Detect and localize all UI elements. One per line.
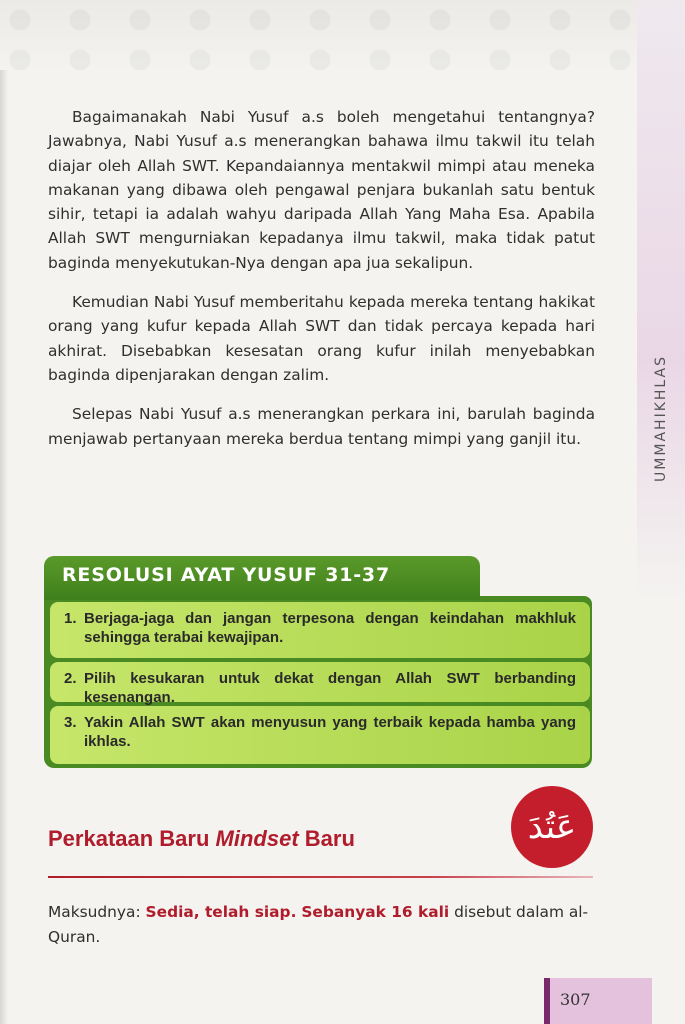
page-edge [0, 0, 8, 1024]
meaning-label: Maksudnya: [48, 903, 146, 921]
title-part: Baru [298, 826, 355, 851]
resolusi-item [50, 602, 590, 658]
resolusi-item-number: 1. [64, 610, 77, 627]
paragraph: Bagaimanakah Nabi Yusuf a.s boleh mengetahui tentangnya? Jawabnya, Nabi Yusuf a.s menerangkan bahawa ilmu takwil itu telah diajar oleh Allah SWT. Kepandaiannya mentakwil mimpi atau meneka makanan yang dibawa oleh pengawal penjara bukanlah satu bentuk sihir, tetapi ia adalah wahyu daripada Allah Yang Maha Esa. Apabila Allah SWT mengurniakan kepadanya ilmu takwil, maka tidak patut baginda menyekutukan-Nya dengan apa jua sekalipun. [48, 108, 595, 272]
resolusi-item-number: 2. [64, 670, 77, 687]
page-number: 307 [560, 990, 591, 1009]
resolusi-item-text: Berjaga-jaga dan jangan terpesona dengan keindahan makhluk sehingga terabai kewajipan. [84, 610, 576, 646]
paragraph: Kemudian Nabi Yusuf memberitahu kepada mereka tentang hakikat orang yang kufur kepada Allah SWT dan tidak percaya kepada hari akhirat. Disebabkan kesesatan orang kufur inilah menyebabkan baginda dipenjarakan dengan zalim. [48, 293, 595, 384]
meaning-suffix: disebut dalam al-Quran. [48, 903, 589, 946]
title-part: Perkataan Baru [48, 826, 216, 851]
paragraph: Selepas Nabi Yusuf a.s menerangkan perkara ini, barulah baginda menjawab pertanyaan mereka berdua tentang mimpi yang ganjil itu. [48, 405, 595, 448]
side-band [637, 0, 685, 600]
side-label: UMMAHIKHLAS [653, 355, 669, 482]
arabic-word-badge [511, 786, 593, 868]
title-italic: Mindset [215, 826, 299, 851]
page-tab-accent [544, 978, 550, 1024]
decorative-header-pattern [0, 0, 685, 70]
resolusi-title: RESOLUSI AYAT YUSUF 31-37 [62, 564, 390, 586]
resolusi-item [50, 706, 590, 764]
resolusi-item-text: Yakin Allah SWT akan menyusun yang terbaik kepada hamba yang ikhlas. [84, 714, 576, 750]
body-text [48, 105, 595, 466]
resolusi-item-number: 3. [64, 714, 77, 731]
resolusi-item [50, 662, 590, 706]
meaning-text [48, 900, 596, 950]
resolusi-item-text: Pilih kesukaran untuk dekat dengan Allah SWT berbanding kesenangan. [84, 670, 576, 706]
meaning-highlight: Sedia, telah siap. [145, 903, 297, 921]
perkataan-baru-title [48, 826, 355, 852]
count-highlight: Sebanyak 16 kali [301, 903, 450, 921]
title-underline [48, 876, 593, 878]
arabic-word: عَتُدَ [527, 807, 577, 847]
